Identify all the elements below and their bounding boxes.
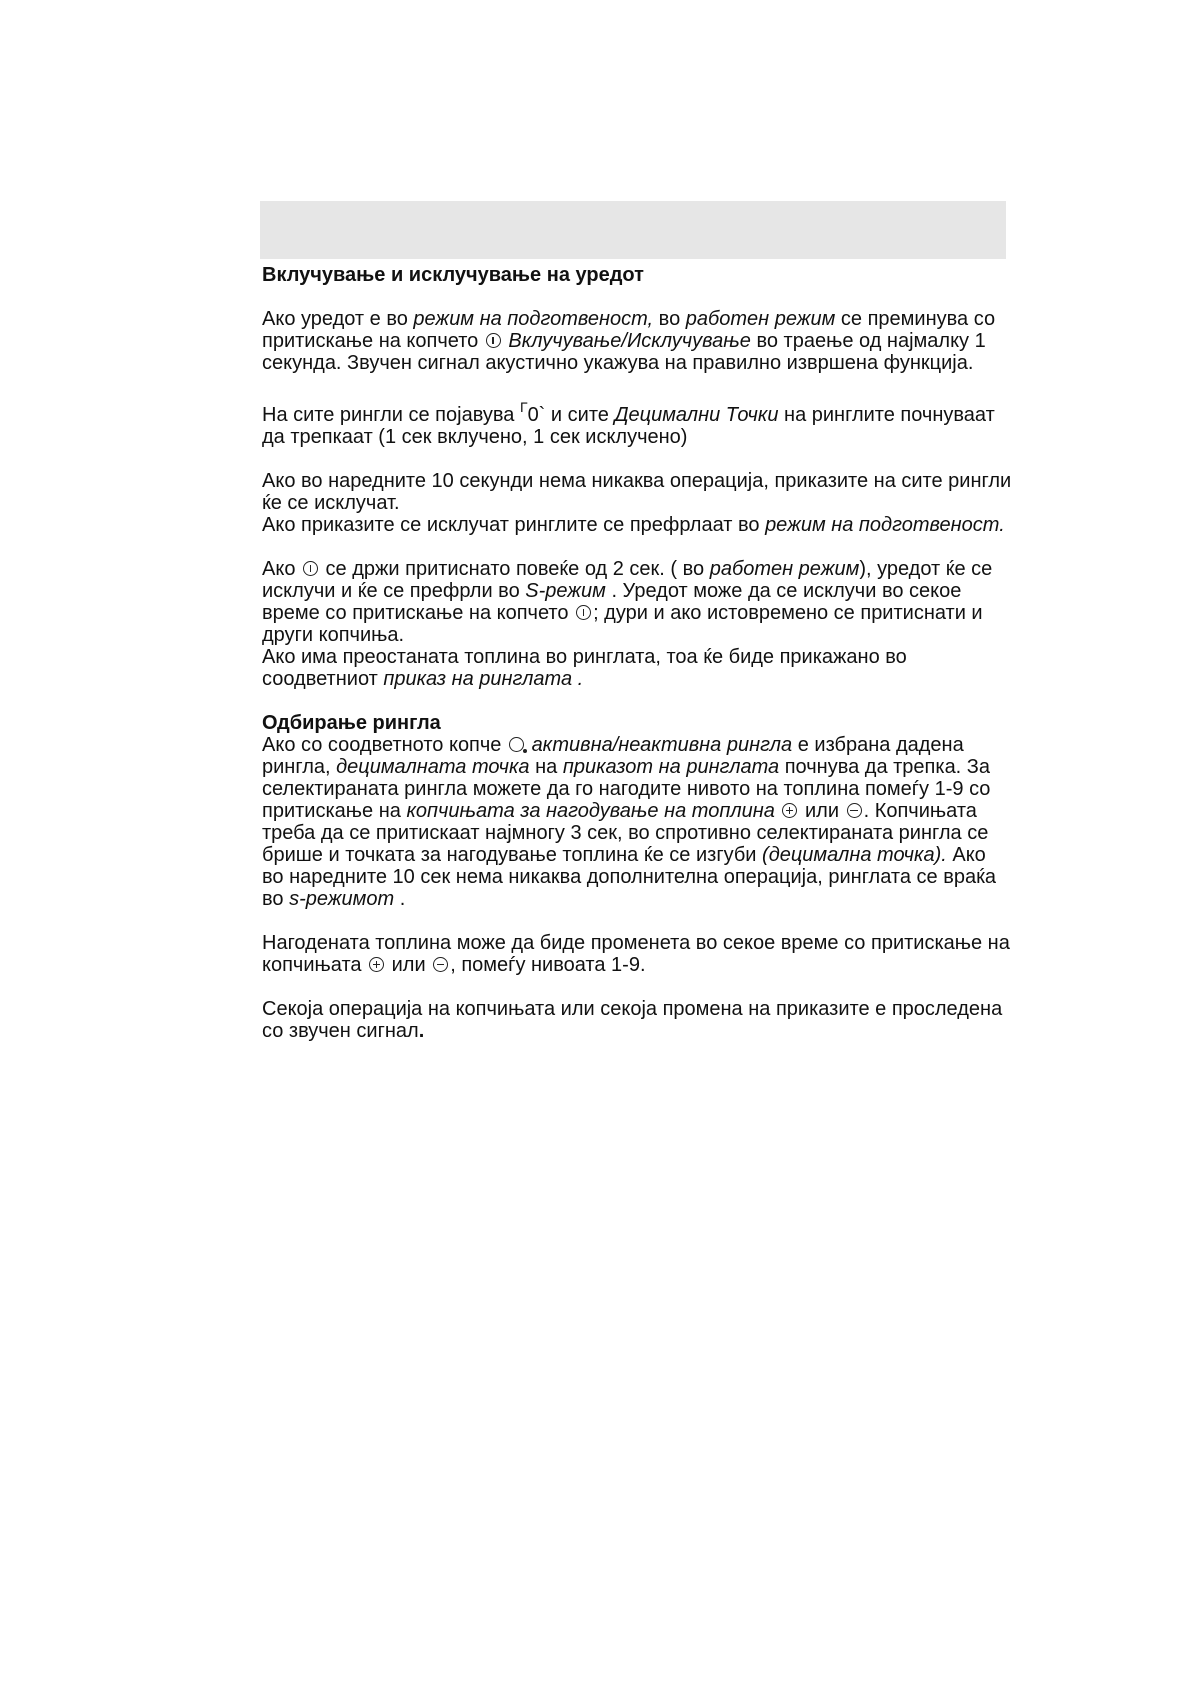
zero-display-symbol: $^Г$0` <box>519 399 546 426</box>
paragraph-hob-select: Ако со соодветното копче активна/неактивна рингла е избрана дадена рингла, децималната точка на приказот на ринглата почнува да трепка. За селектираната рингла можете да го нагодите нивото на топлина помеѓу 1-9 со притискање на копчињата за нагодување на топлина или . Копчињата треба да се притискаат најмногу 3 сек, во спротивно селектираната рингла се брише и точката за нагодување топлина ќе се изгуби (децимална точка). Ако во наредните 10 сек нема никаква дополнителна операција, ринглата се враќа во s-режимот . <box>262 734 996 910</box>
paragraph-standby-switch: Ако приказите се исклучат ринглите се префрлаат во режим на подготвеност. <box>262 514 1005 536</box>
plus-icon <box>369 957 384 972</box>
power-icon <box>576 605 591 620</box>
plus-icon <box>782 803 797 818</box>
header-band <box>260 201 1006 259</box>
minus-icon <box>847 803 862 818</box>
power-icon <box>486 333 501 348</box>
section-heading-hob-select: Одбирање рингла <box>262 712 441 734</box>
section-heading-on-off: Вклучување и исклучување на уредот <box>262 264 644 286</box>
paragraph-power-hold: Ако се држи притиснато повеќе од 2 сек. ( во работен режим), уредот ќе се исклучи и ќе се префрли во S-режим . Уредот може да се исклучи во секое време со притискање на копчето ; дури и ако истовремено се притиснати и други копчиња. <box>262 558 993 646</box>
document-content <box>262 264 1012 1042</box>
power-icon <box>303 561 318 576</box>
hob-select-icon <box>509 737 524 752</box>
paragraph-display-zero: На сите рингли се појавува $^Г$0` и сите Децимални Точки на ринглите почнуваат да трепкаат (1 сек вклучено, 1 сек исклучено) <box>262 399 995 448</box>
paragraph-timeout: Ако во наредните 10 секунди нема никаква операција, приказите на сите рингли ќе се исклучат. <box>262 470 1012 514</box>
paragraph-residual-heat: Ако има преостаната топлина во ринглата, тоа ќе биде прикажано во соодветниот приказ на ринглата . <box>262 646 907 690</box>
paragraph-sound-signal: Секоја операција на копчињата или секоја промена на приказите е проследена со звучен сигнал. <box>262 998 1003 1042</box>
minus-icon <box>433 957 448 972</box>
paragraph-standby: Ако уредот е во режим на подготвеност, во работен режим се преминува со притискање на копчето Вклучување/Исклучување во траење од најмалку 1 секунда. Звучен сигнал акустично укажува на правилно извршена функција. <box>262 308 996 374</box>
paragraph-heat-change: Нагодената топлина може да биде променета во секое време со притискање на копчињата или , помеѓу нивоата 1-9. <box>262 932 1010 976</box>
